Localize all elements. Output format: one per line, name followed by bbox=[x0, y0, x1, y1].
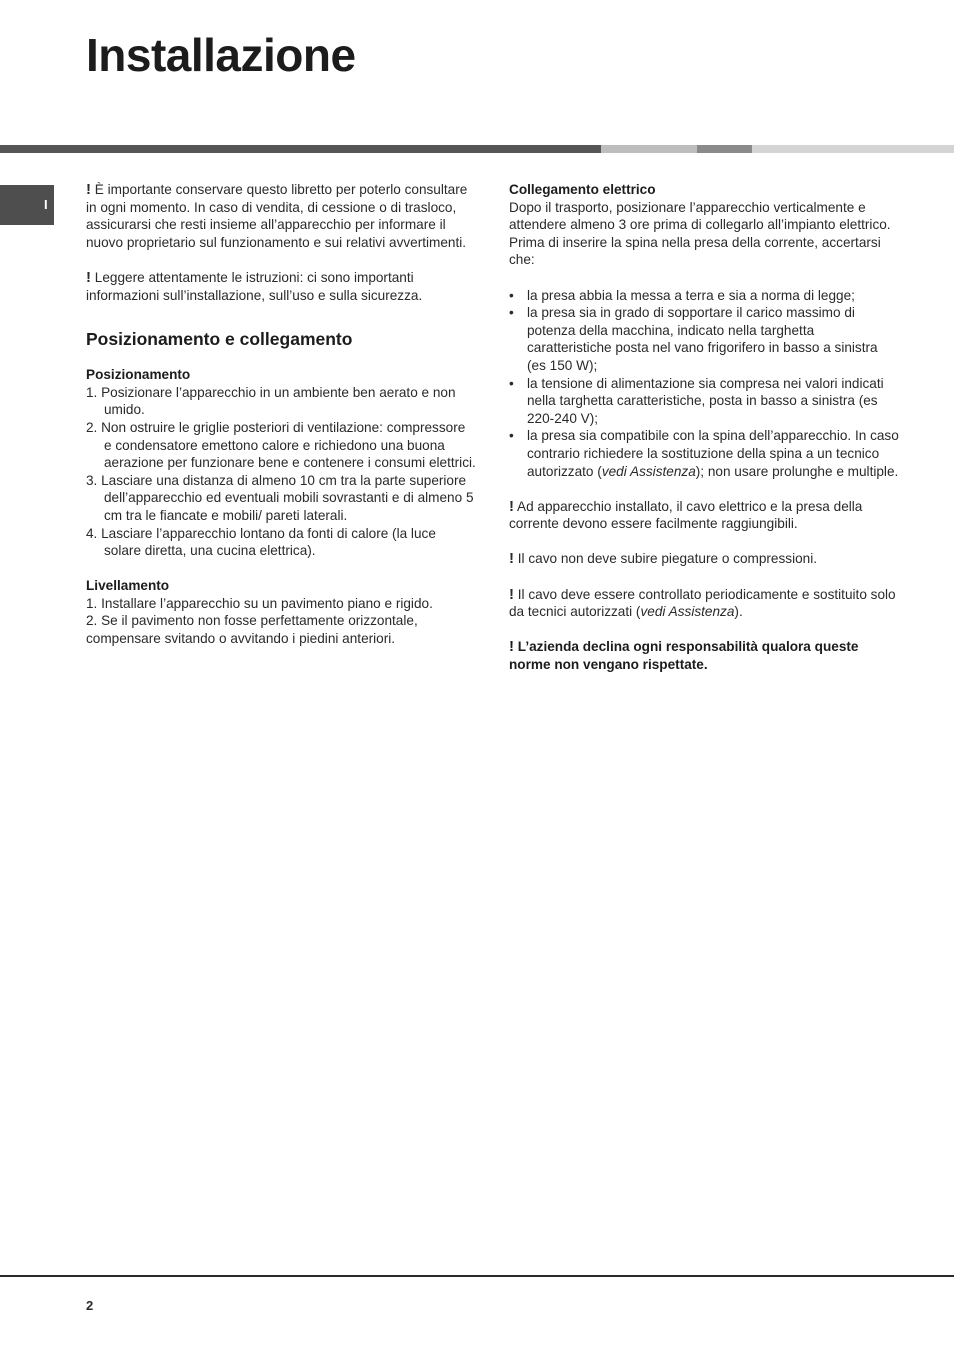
accessibility-note-text: Ad apparecchio installato, il cavo elettrico e la presa della corrente devono essere facilmente raggiungibili. bbox=[509, 498, 863, 532]
list-item: 2. Non ostruire le griglie posteriori di ventilazione: compressore e condensatore emettono calore e richiedono una buona aerazione per funzionare bene e contenere i consumi elettrici. bbox=[86, 419, 476, 471]
language-tab: I bbox=[0, 185, 54, 225]
posizionamento-list bbox=[86, 384, 476, 560]
list-item: 4. Lasciare l’apparecchio lontano da fonti di calore (la luce solare diretta, una cucina elettrica). bbox=[86, 525, 436, 559]
collegamento-intro: Dopo il trasporto, posizionare l’apparecchio verticalmente e attendere almeno 3 ore prima di collegarlo all’impianto elettrico. Prima di inserire la spina nella presa della corrente, accertarsi che: bbox=[509, 199, 891, 268]
intro-note-text: È importante conservare questo libretto per poterlo consultare in ogni momento. In caso di vendita, di cessione o di trasloco, assicurarsi che resti insieme all’apparecchio per informare il nuovo proprietario sul funzionamento e sui relativi avvertimenti. bbox=[86, 182, 468, 250]
liability-note bbox=[509, 638, 899, 673]
list-item bbox=[509, 427, 899, 480]
header-bar-light bbox=[601, 145, 697, 153]
left-column bbox=[86, 181, 476, 648]
cable-bending-text: Il cavo non deve subire piegature o compressioni. bbox=[517, 551, 818, 567]
livellamento-line: 1. Installare l’apparecchio su un pavimento piano e rigido. bbox=[86, 595, 433, 611]
livellamento-heading: Livellamento bbox=[86, 578, 170, 594]
footer-rule bbox=[0, 1275, 954, 1277]
list-item: 1. Posizionare l’apparecchio in un ambiente ben aerato e non umido. bbox=[86, 384, 456, 418]
assistenza-reference: vedi Assistenza bbox=[601, 463, 696, 479]
liability-note-text: L’azienda declina ogni responsabilità qualora queste norme non vengano rispettate. bbox=[509, 639, 859, 673]
cable-check-text-end: ). bbox=[734, 604, 743, 620]
list-item-text: ); non usare prolunghe e multiple. bbox=[695, 463, 899, 479]
livellamento-line: 2. Se il pavimento non fosse perfettamente orizzontale, compensare svitando o avvitando i piedini anteriori. bbox=[86, 613, 418, 647]
warning-mark: ! bbox=[86, 268, 91, 286]
intro-note bbox=[86, 181, 476, 251]
collegamento-heading: Collegamento elettrico bbox=[509, 182, 656, 197]
assistenza-reference: vedi Assistenza bbox=[640, 604, 735, 620]
header-bar-dark bbox=[0, 145, 601, 153]
requirements-list bbox=[509, 287, 899, 481]
posizionamento-heading: Posizionamento bbox=[86, 367, 191, 383]
warning-mark: ! bbox=[509, 638, 514, 656]
section-heading: Posizionamento e collegamento bbox=[86, 329, 353, 350]
right-column bbox=[509, 181, 899, 674]
warning-mark: ! bbox=[509, 550, 514, 568]
cable-check-text: Il cavo deve essere controllato periodicamente e sostituito solo da tecnici autorizzati ( bbox=[509, 586, 896, 620]
warning-mark: ! bbox=[86, 181, 91, 198]
cable-bending-note bbox=[509, 550, 899, 568]
warning-mark: ! bbox=[509, 585, 514, 603]
cable-check-note bbox=[509, 586, 899, 621]
list-item: • la presa abbia la messa a terra e sia a norma di legge; bbox=[509, 287, 899, 305]
list-item-text: la presa sia compatibile con la spina dell’apparecchio. In caso contrario richiedere la sostituzione della spina a un tecnico autorizzato ( bbox=[527, 428, 899, 479]
read-instructions-text: Leggere attentamente le istruzioni: ci sono importanti informazioni sull’installazione, sull’uso e sulla sicurezza. bbox=[86, 269, 423, 303]
list-item: • la presa sia in grado di sopportare il carico massimo di potenza della macchina, indicato nella targhetta caratteristiche posta nel vano frigorifero in basso a sinistra (es 150 W); bbox=[509, 304, 899, 374]
accessibility-note bbox=[509, 498, 899, 533]
header-bar-mid bbox=[697, 145, 752, 153]
list-item: 3. Lasciare una distanza di almeno 10 cm tra la parte superiore dell’apparecchio ed eventuali mobili sovrastanti e di almeno 5 cm tra le fiancate e mobili/ pareti laterali. bbox=[86, 472, 474, 523]
warning-mark: ! bbox=[509, 497, 514, 515]
page-number: 2 bbox=[86, 1298, 94, 1313]
list-item: • la tensione di alimentazione sia compresa nei valori indicati nella targhetta caratteristiche, posta in basso a sinistra (es 220-240 V); bbox=[509, 375, 899, 428]
header-bar-lighter bbox=[752, 145, 954, 153]
read-instructions-note bbox=[86, 269, 476, 304]
page-title: Installazione bbox=[86, 29, 356, 81]
